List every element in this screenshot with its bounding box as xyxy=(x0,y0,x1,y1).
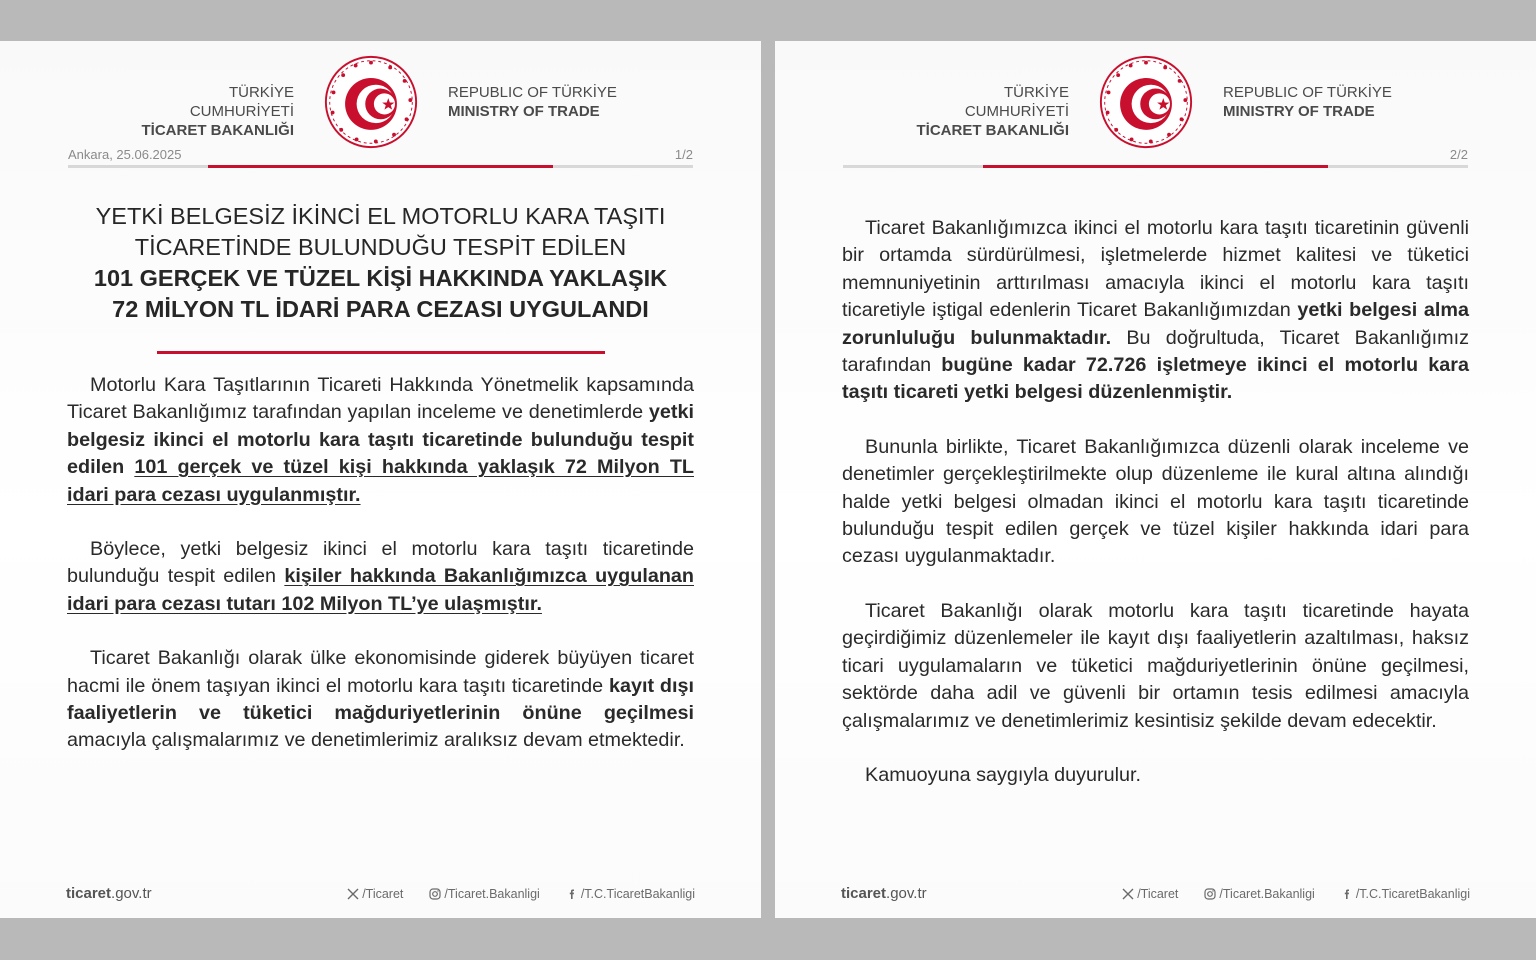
facebook-link[interactable]: /T.C.TicaretBakanligi xyxy=(1341,887,1470,901)
title-divider xyxy=(157,351,605,354)
header-divider xyxy=(843,165,1468,168)
paragraph: Ticaret Bakanlığımızca ikinci el motorlu kara taşıtı ticaretinin güvenli bir ortamda sürdürülmesi, işletmelerde hizmet kalitesi ve tüketici memnuniyetinin arttırılması amacıyla ikinci el motorlu kara taşıtı ticaretiyle iştigal edenlerin Ticaret Bakanlığımızdan yetki belgesi alma zorunluluğu bulunmaktadır. Bu doğrultuda, Ticaret Bakanlığımız tarafından bugüne kadar 72.726 işletmeye ikinci el motorlu kara taşıtı ticareti yetki belgesi düzenlenmiştir. xyxy=(842,217,1469,404)
instagram-link[interactable]: /Ticaret.Bakanligi xyxy=(429,887,539,901)
facebook-icon xyxy=(1341,888,1353,900)
x-icon xyxy=(347,888,359,900)
paragraph: Ticaret Bakanlığı olarak motorlu kara taşıtı ticaretinde hayata geçirdiğimiz düzenlemeler ile kayıt dışı faaliyetlerin azaltılması, haksız ticari uygulamaların ve tüketici mağduriyetlerinin önüne geçilmesi, sektörde daha adil ve güvenli bir ortamın tesis edilmesi amacıyla çalışmalarımız ve denetimlerimiz kesintisiz şekilde devam edecektir. xyxy=(842,599,1469,732)
website-link[interactable]: ticaret.gov.tr xyxy=(841,885,927,902)
website-link[interactable]: ticaret.gov.tr xyxy=(66,885,152,902)
ministry-emblem-icon xyxy=(323,54,419,150)
page-footer xyxy=(841,885,1470,905)
social-links xyxy=(1122,887,1470,901)
ministry-emblem-icon xyxy=(1098,54,1194,150)
header-turkish-name: TÜRKİYE CUMHURİYETİ TİCARET BAKANLIĞI xyxy=(141,84,294,139)
facebook-link[interactable]: /T.C.TicaretBakanligi xyxy=(566,887,695,901)
page-header xyxy=(0,41,761,151)
document-body xyxy=(842,215,1469,816)
x-link[interactable]: /Ticaret xyxy=(347,887,403,901)
paragraph: Kamuoyuna saygıyla duyurulur. xyxy=(865,763,1142,786)
social-links xyxy=(347,887,695,901)
header-english-name: REPUBLIC OF TÜRKİYE MINISTRY OF TRADE xyxy=(1223,84,1392,120)
page-number: 2/2 xyxy=(1449,147,1468,162)
page-footer xyxy=(66,885,695,905)
instagram-icon xyxy=(1204,888,1216,900)
header-divider-accent xyxy=(208,165,553,168)
instagram-link[interactable]: /Ticaret.Bakanligi xyxy=(1204,887,1314,901)
document-body xyxy=(67,372,694,782)
header-turkish-name: TÜRKİYE CUMHURİYETİ TİCARET BAKANLIĞI xyxy=(916,84,1069,139)
paragraph: Motorlu Kara Taşıtlarının Ticareti Hakkında Yönetmelik kapsamında Ticaret Bakanlığımız tarafından yapılan inceleme ve denetimlerde yetki belgesiz ikinci el motorlu kara taşıtı ticaretinde bulunduğu tespit edilen 101 gerçek ve tüzel kişi hakkında yaklaşık 72 Milyon TL idari para cezası uygulanmıştır. xyxy=(67,374,694,506)
header-divider-accent xyxy=(983,165,1328,168)
paragraph: Bununla birlikte, Ticaret Bakanlığımızca düzenli olarak inceleme ve denetimler gerçekleştirilmekte olup düzenleme ile kural altına alındığı halde yetki belgesi olmadan ikinci el motorlu kara taşıtı ticaretinde bulunduğu tespit edilen gerçek ve tüzel kişiler hakkında idari para cezası uygulanmaktadır. xyxy=(842,435,1469,568)
facebook-icon xyxy=(566,888,578,900)
x-link[interactable]: /Ticaret xyxy=(1122,887,1178,901)
instagram-icon xyxy=(429,888,441,900)
page-number: 1/2 xyxy=(674,147,693,162)
header-english-name: REPUBLIC OF TÜRKİYE MINISTRY OF TRADE xyxy=(448,84,617,120)
document-title: YETKİ BELGESİZ İKİNCİ EL MOTORLU KARA TAŞITI TİCARETİNDE BULUNDUĞU TESPİT EDİLEN 101 GERÇEK VE TÜZEL KİŞİ HAKKINDA YAKLAŞIK 72 MİLYON TL İDARİ PARA CEZASI UYGULANDI xyxy=(93,203,668,322)
page-header xyxy=(775,41,1536,151)
paragraph: Ticaret Bakanlığı olarak ülke ekonomisinde giderek büyüyen ticaret hacmi ile önem taşıyan ikinci el motorlu kara taşıtı ticaretinde kayıt dışı faaliyetlerin ve tüketici mağduriyetlerinin önüne geçilmesi amacıyla çalışmalarımız ve denetimlerimiz aralıksız devam etmektedir. xyxy=(67,647,694,752)
document-date: Ankara, 25.06.2025 xyxy=(68,147,182,162)
paragraph: Böylece, yetki belgesiz ikinci el motorlu kara taşıtı ticaretinde bulunduğu tespit edilen kişiler hakkında Bakanlığımızca uygulanan idari para cezası tutarı 102 Milyon TL’ye ulaşmıştır. xyxy=(67,538,694,615)
header-divider xyxy=(68,165,693,168)
x-icon xyxy=(1122,888,1134,900)
press-release-page-1 xyxy=(0,41,761,918)
press-release-page-2 xyxy=(775,41,1536,918)
